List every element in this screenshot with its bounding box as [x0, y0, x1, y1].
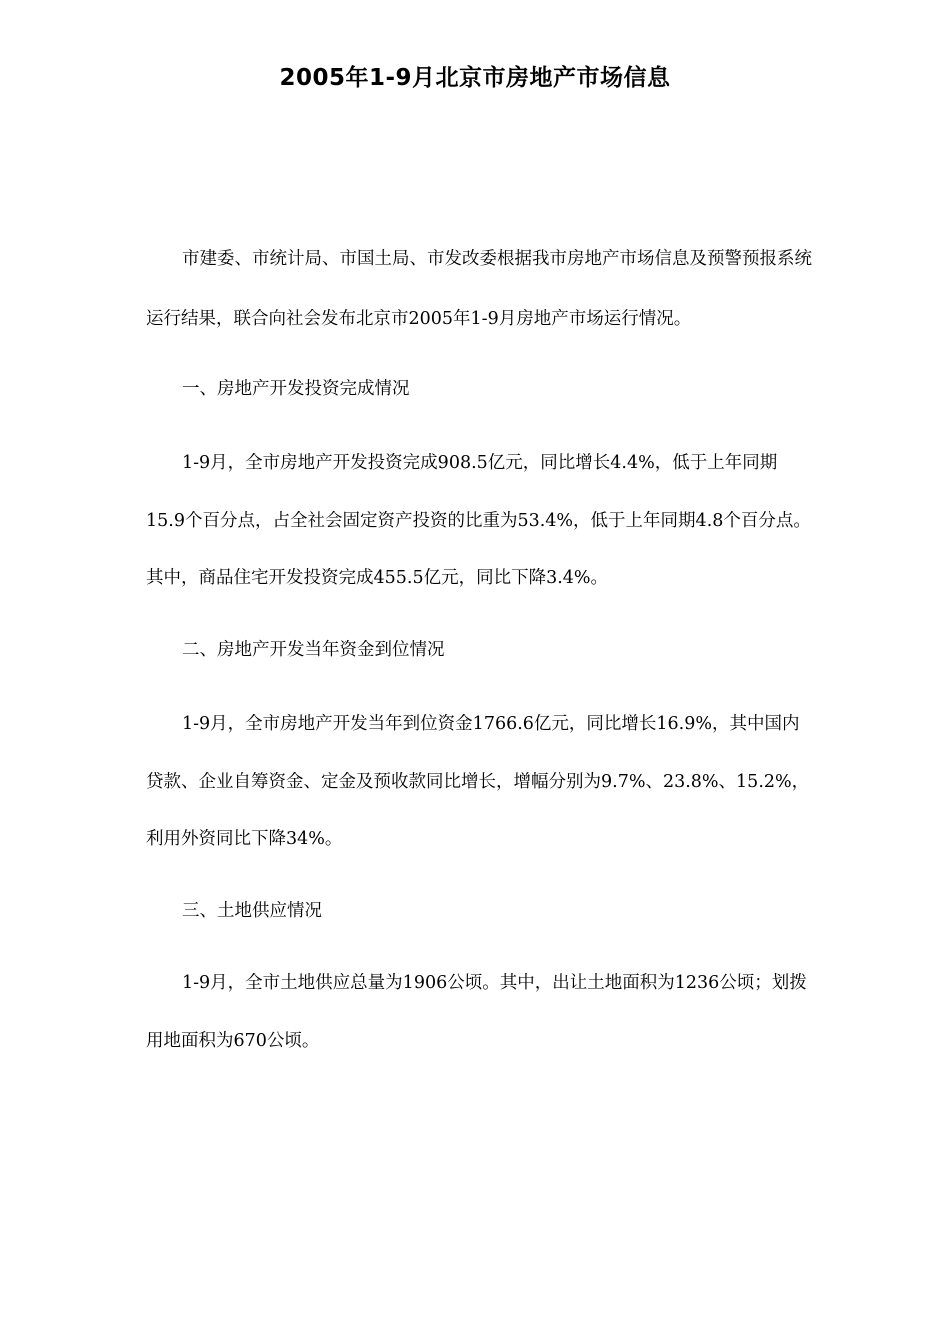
- section-1-line-2: 15.9个百分点，占全社会固定资产投资的比重为53.4%，低于上年同期4.8个百分点。: [146, 511, 811, 531]
- section-3-line-1: 1-9月，全市土地供应总量为1906公顷。其中，出让土地面积为1236公顷；划拨: [182, 973, 807, 993]
- section-1-heading: 一、房地产开发投资完成情况: [182, 379, 410, 399]
- document-title: 2005年1-9月北京市房地产市场信息: [279, 65, 671, 91]
- intro-line-1: 市建委、市统计局、市国土局、市发改委根据我市房地产市场信息及预警预报系统: [182, 249, 812, 269]
- section-1-line-3: 其中，商品住宅开发投资完成455.5亿元，同比下降3.4%。: [146, 568, 609, 588]
- section-3-heading: 三、土地供应情况: [182, 901, 322, 921]
- intro-line-2: 运行结果，联合向社会发布北京市2005年1-9月房地产市场运行情况。: [146, 309, 692, 329]
- section-2-line-3: 利用外资同比下降34%。: [146, 829, 343, 849]
- section-2-line-1: 1-9月，全市房地产开发当年到位资金1766.6亿元，同比增长16.9%，其中国内: [182, 714, 800, 734]
- section-3-line-2: 用地面积为670公顷。: [146, 1031, 320, 1051]
- section-2-heading: 二、房地产开发当年资金到位情况: [182, 640, 445, 660]
- section-1-line-1: 1-9月，全市房地产开发投资完成908.5亿元，同比增长4.4%，低于上年同期: [182, 453, 778, 473]
- section-2-line-2: 贷款、企业自筹资金、定金及预收款同比增长，增幅分别为9.7%、23.8%、15.2%，: [146, 772, 810, 792]
